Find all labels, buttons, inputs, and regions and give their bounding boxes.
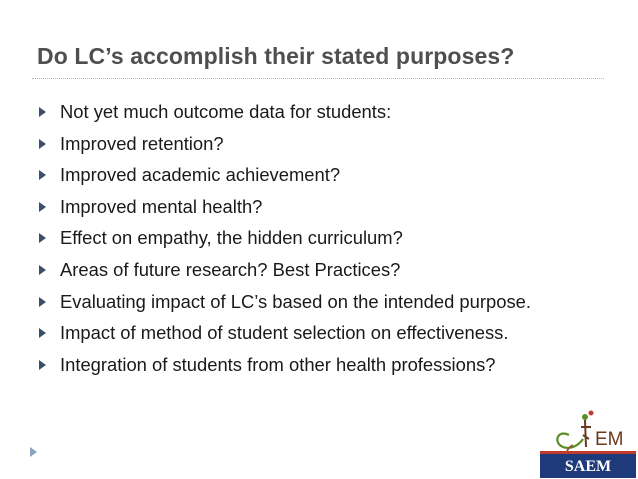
bullet-text: Improved retention? — [60, 132, 224, 154]
slide-title: Do LC’s accomplish their stated purposes? — [37, 43, 515, 69]
bullet-text: Improved mental health? — [60, 195, 263, 217]
bullet-text: Impact of method of student selection on effectiveness. — [60, 322, 509, 344]
bullet-item — [36, 353, 531, 385]
bullet-text: Integration of students from other health professions? — [60, 353, 496, 375]
bullet-item — [36, 132, 531, 164]
bullet-item — [36, 100, 531, 132]
bullet-text: Effect on empathy, the hidden curriculum? — [60, 227, 403, 249]
bullet-text: Evaluating impact of LC’s based on the intended purpose. — [60, 290, 531, 312]
bullet-marker-icon — [39, 107, 46, 117]
bullet-marker-icon — [39, 360, 46, 370]
bullet-item — [36, 290, 531, 322]
logo-mark-text: EM — [595, 429, 624, 450]
logo-org-text: SAEM — [564, 458, 612, 475]
bullet-list — [36, 100, 531, 384]
logo-dot-icon — [589, 411, 594, 416]
bullet-marker-icon — [39, 233, 46, 243]
bullet-marker-icon — [39, 170, 46, 180]
bullet-marker-icon — [39, 139, 46, 149]
bullet-marker-icon — [39, 328, 46, 338]
bullet-text: Areas of future research? Best Practices? — [60, 258, 401, 280]
logo-figure-head-icon — [582, 414, 588, 420]
bullet-marker-icon — [39, 297, 46, 307]
logo-banner-stripe — [540, 451, 636, 454]
bullet-text: Not yet much outcome data for students: — [60, 101, 392, 122]
bullet-item — [36, 163, 531, 195]
bullet-item — [36, 258, 531, 290]
bullet-text: Improved academic achievement? — [60, 164, 341, 186]
bullet-marker-icon — [39, 265, 46, 275]
bullet-item — [36, 226, 531, 258]
slide-nav-arrow-icon[interactable] — [30, 447, 37, 457]
bullet-marker-icon — [39, 202, 46, 212]
cdem-saem-logo — [539, 405, 637, 479]
bullet-item — [36, 195, 531, 227]
logo-figure-icon — [581, 420, 591, 447]
title-divider — [32, 78, 604, 79]
bullet-item — [36, 321, 531, 353]
